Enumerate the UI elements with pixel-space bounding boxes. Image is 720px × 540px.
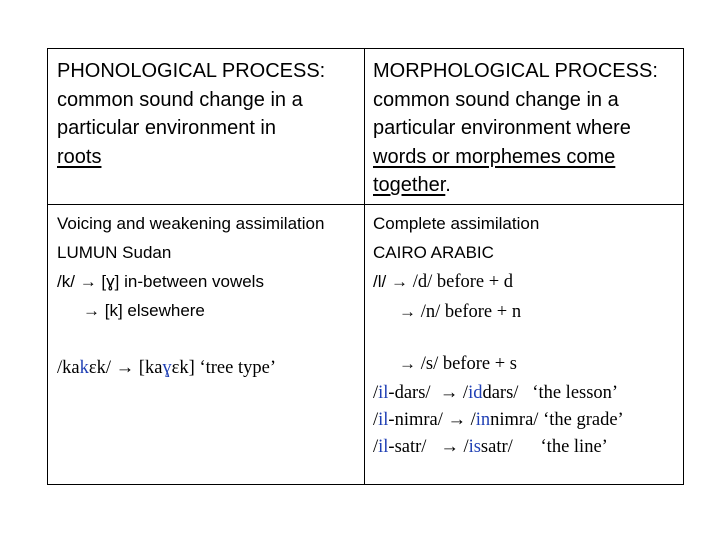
rule-output: [ɣ] in-between vowels <box>101 272 264 291</box>
arrow-icon: → <box>79 272 97 291</box>
header-period: . <box>445 174 451 196</box>
arrow-icon: → <box>447 410 466 430</box>
phonological-header-cell <box>57 57 357 171</box>
header-line: common sound change in a <box>57 88 303 111</box>
rule-input: /l/ <box>373 272 387 291</box>
highlighted-segment: ɣ <box>162 358 172 378</box>
example-text: /ka <box>57 358 80 378</box>
header-underlined-phrase: words or morphemes come <box>373 145 616 168</box>
morphological-header-cell <box>373 57 678 200</box>
highlighted-segment: in <box>475 410 491 430</box>
language-name: LUMUN Sudan <box>57 243 172 262</box>
complete-assimilation-cell <box>373 209 678 462</box>
header-line: MORPHOLOGICAL PROCESS: <box>373 60 658 82</box>
example-line <box>57 354 362 383</box>
arrow-icon: → <box>83 301 100 320</box>
voicing-assimilation-cell <box>57 209 362 383</box>
row-divider <box>48 204 683 205</box>
process-title: Complete assimilation <box>373 214 540 233</box>
highlighted-segment: il <box>378 410 389 430</box>
example-line: /il-nimra/ → /innimra/ ‘the grade’ <box>373 410 624 430</box>
example-line: /il-satr/ → /issatr/ ‘the line’ <box>373 437 608 457</box>
rule-output: /d/ before + d <box>412 272 514 292</box>
column-divider <box>364 49 365 484</box>
rule-input: /k/ <box>57 272 75 291</box>
rule-output: /s/ before + s <box>420 354 517 374</box>
rule-line <box>373 297 678 327</box>
rule-output: [k] elsewhere <box>104 301 205 320</box>
highlighted-segment: il <box>378 383 389 403</box>
arrow-icon: → <box>390 272 408 291</box>
arrow-icon: → <box>440 437 459 457</box>
highlighted-segment: is <box>468 437 481 457</box>
rule-line <box>373 267 678 297</box>
header-line: common sound change in a <box>373 88 619 111</box>
highlighted-segment: id <box>468 383 483 403</box>
rule-line <box>57 296 362 325</box>
comparison-table <box>47 48 684 485</box>
header-line: particular environment where <box>373 117 631 139</box>
process-title: Voicing and weakening assimilation <box>57 214 325 233</box>
header-underlined-word: roots <box>57 145 102 168</box>
highlighted-segment: il <box>378 437 389 457</box>
arrow-icon: → <box>399 354 416 373</box>
rule-line <box>373 349 678 379</box>
example-text: [ka <box>138 358 163 378</box>
header-underlined-phrase: together <box>373 174 446 196</box>
highlighted-segment: k <box>79 358 89 378</box>
arrow-icon: → <box>399 302 416 321</box>
rule-output: /n/ before + n <box>420 302 522 322</box>
rule-line <box>57 267 362 296</box>
header-line: PHONOLOGICAL PROCESS: <box>57 60 326 82</box>
example-text: ɛk] ‘tree type’ <box>171 358 276 378</box>
example-text: ɛk/ <box>88 358 112 378</box>
language-name: CAIRO ARABIC <box>373 243 494 262</box>
header-line: particular environment in <box>57 117 276 139</box>
example-line: /il-dars/ → /iddars/ ‘the lesson’ <box>373 383 619 403</box>
arrow-icon: → <box>115 358 135 378</box>
arrow-icon: → <box>439 383 459 403</box>
